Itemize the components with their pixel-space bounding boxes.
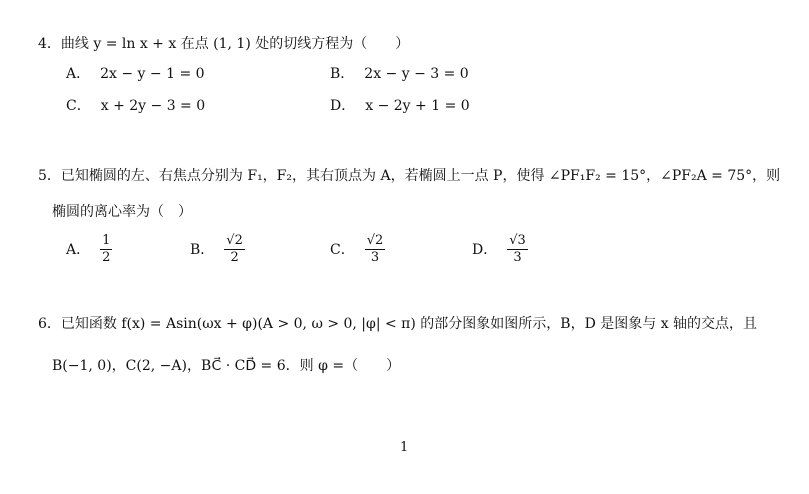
q4-option-a	[66, 64, 205, 84]
fraction-denominator: 3	[370, 250, 380, 265]
q5-option-b-label: B．	[190, 241, 215, 258]
q4-option-b	[330, 64, 469, 84]
q5-stem-line1: 5．已知椭圆的左、右焦点分别为 F₁，F₂，其右顶点为 A，若椭圆上一点 P，使得 ∠PF₁F₂ = 15°，∠PF₂A = 75°，则	[38, 168, 781, 184]
fraction-numerator: √2	[366, 233, 384, 248]
q4-stem: 4．曲线 y = ln x + x 在点 (1, 1) 处的切线方程为（ ）	[38, 36, 410, 52]
q5-option-d-label: D．	[472, 241, 498, 258]
q5-stem-line2: 椭圆的离心率为（ ）	[52, 204, 192, 220]
q4-option-a-text: 2x − y − 1 = 0	[100, 66, 205, 82]
q5-option-a-label: A．	[66, 241, 91, 258]
q5-option-c-label: C．	[330, 241, 355, 258]
fraction-denominator: 2	[102, 250, 111, 265]
fraction-denominator: 2	[230, 250, 239, 265]
q4-option-b-text: 2x − y − 3 = 0	[364, 66, 469, 82]
q6-stem-line2: B(−1, 0)，C(2, −A)，BC⃗ · CD⃗ = 6．则 φ =（ ）	[52, 358, 401, 374]
q4-option-a-label: A．	[66, 66, 91, 82]
q4-option-d-text: x − 2y + 1 = 0	[365, 98, 470, 114]
fraction-denominator: 3	[513, 250, 522, 265]
q5-option-b	[190, 234, 245, 265]
q4-option-c-label: C．	[66, 98, 91, 114]
q5-option-d-fraction	[507, 234, 528, 265]
q5-option-c	[330, 234, 385, 265]
q4-option-d	[330, 96, 470, 116]
fraction-numerator: √3	[509, 233, 526, 248]
q4-option-d-label: D．	[330, 98, 356, 114]
q5-option-a-fraction	[100, 234, 112, 265]
q6-stem-line1: 6．已知函数 f(x) = Asin(ωx + φ)(A > 0, ω > 0, |φ| < π) 的部分图象如图所示，B，D 是图象与 x 轴的交点，且	[38, 316, 758, 332]
q5-option-b-fraction	[224, 234, 245, 265]
q4-option-b-label: B．	[330, 66, 355, 82]
fraction-numerator: 1	[102, 233, 111, 248]
q4-option-c	[66, 96, 205, 116]
q5-option-a	[66, 234, 112, 265]
fraction-numerator: √2	[226, 233, 243, 248]
page-number: 1	[400, 440, 409, 455]
q5-option-c-fraction	[365, 234, 386, 265]
q5-option-d	[472, 234, 528, 265]
q4-option-c-text: x + 2y − 3 = 0	[100, 98, 206, 114]
